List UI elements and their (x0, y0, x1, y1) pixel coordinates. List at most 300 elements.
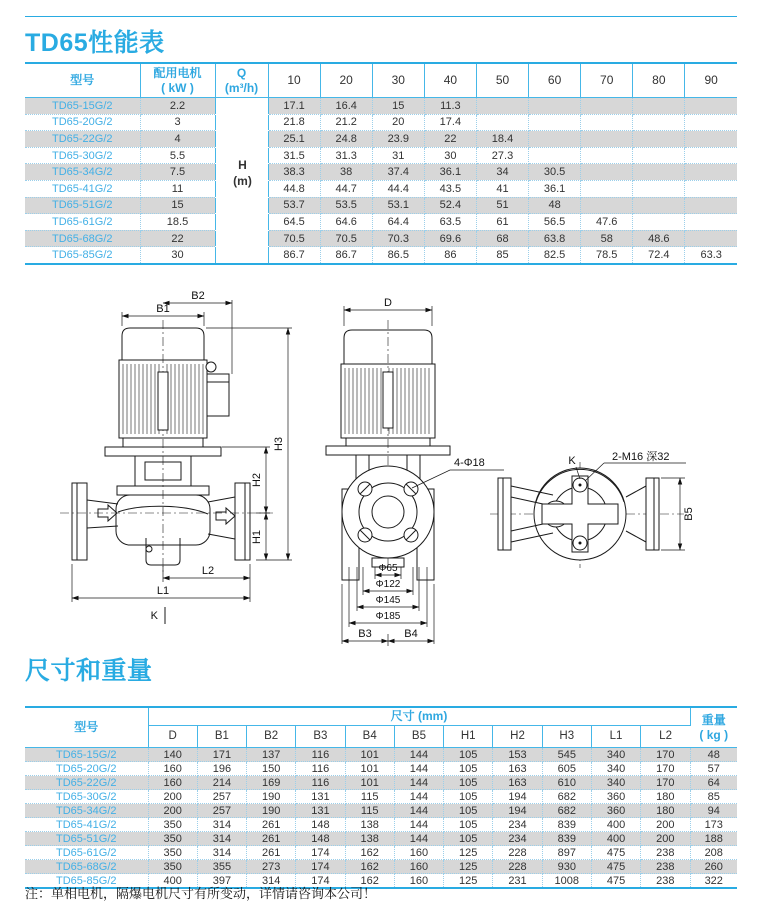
cell-B4: 115 (345, 804, 394, 818)
cell-model: TD65-85G/2 (25, 874, 148, 889)
cell-h-q80 (633, 197, 685, 214)
cell-L1: 400 (591, 818, 640, 832)
cell-H3: 605 (542, 762, 591, 776)
cell-h-q30: 31 (372, 147, 424, 164)
cell-B2: 190 (247, 804, 296, 818)
cell-H1: 105 (444, 762, 493, 776)
performance-row (25, 114, 737, 131)
cell-weight: 85 (690, 790, 737, 804)
cell-H2: 194 (493, 790, 542, 804)
cell-B3: 174 (296, 860, 345, 874)
dimensions-row (25, 832, 737, 846)
cell-H3: 1008 (542, 874, 591, 889)
cell-model: TD65-30G/2 (25, 790, 148, 804)
cell-B1: 314 (197, 832, 246, 846)
cell-B1: 314 (197, 846, 246, 860)
cell-h-q50 (476, 114, 528, 131)
cell-h-q50: 41 (476, 180, 528, 197)
top-view (490, 450, 695, 568)
cell-kw: 11 (140, 180, 215, 197)
cell-B3: 131 (296, 790, 345, 804)
cell-h-q40: 30 (424, 147, 476, 164)
cell-H2: 228 (493, 860, 542, 874)
cell-D: 160 (148, 776, 197, 790)
cell-h-q10: 53.7 (268, 197, 320, 214)
cell-B5: 144 (394, 804, 443, 818)
cell-h-q50: 51 (476, 197, 528, 214)
cell-B5: 144 (394, 748, 443, 762)
head-unit-label (215, 97, 270, 251)
cell-h-q50: 85 (476, 247, 528, 264)
cell-h-q50: 68 (476, 230, 528, 247)
cell-model: TD65-61G/2 (25, 846, 148, 860)
cell-h-q60 (529, 114, 581, 131)
cell-B4: 162 (345, 860, 394, 874)
col-header-weight-line2: ( kg ) (699, 727, 729, 742)
cell-h-q20: 53.5 (320, 197, 372, 214)
cell-B4: 162 (345, 874, 394, 889)
performance-row (25, 180, 737, 197)
cell-model: TD65-34G/2 (25, 804, 148, 818)
cell-B5: 144 (394, 762, 443, 776)
cell-L2: 238 (641, 874, 690, 889)
cell-h-q70 (581, 131, 633, 148)
cell-h-q20: 70.5 (320, 230, 372, 247)
cell-B1: 214 (197, 776, 246, 790)
cell-h-q20: 64.6 (320, 214, 372, 231)
cell-B4: 138 (345, 818, 394, 832)
cell-L2: 170 (641, 762, 690, 776)
cell-H2: 194 (493, 804, 542, 818)
cell-h-q20: 38 (320, 164, 372, 181)
cell-B2: 261 (247, 846, 296, 860)
cell-kw: 18.5 (140, 214, 215, 231)
cell-L1: 475 (591, 874, 640, 889)
cell-B3: 116 (296, 776, 345, 790)
cell-h-q80 (633, 131, 685, 148)
performance-row (25, 230, 737, 247)
cell-H2: 231 (493, 874, 542, 889)
side-view (326, 297, 504, 646)
dim-label-h3: H3 (273, 436, 285, 452)
cell-H2: 163 (493, 776, 542, 790)
cell-H2: 234 (493, 832, 542, 846)
cell-B1: 355 (197, 860, 246, 874)
col-header-L1: L1 (591, 726, 640, 748)
performance-row (25, 147, 737, 164)
cell-h-q20: 24.8 (320, 131, 372, 148)
cell-model: TD65-34G/2 (25, 164, 140, 181)
cell-model: TD65-41G/2 (25, 818, 148, 832)
cell-model: TD65-68G/2 (25, 230, 140, 247)
cell-B4: 101 (345, 748, 394, 762)
cell-B2: 169 (247, 776, 296, 790)
col-header-q30: 30 (372, 63, 424, 98)
cell-h-q40: 52.4 (424, 197, 476, 214)
cell-h-q10: 17.1 (268, 98, 320, 115)
cell-h-q70 (581, 98, 633, 115)
cell-D: 350 (148, 846, 197, 860)
cell-H3: 839 (542, 832, 591, 846)
cell-L1: 360 (591, 804, 640, 818)
cell-L1: 400 (591, 832, 640, 846)
cell-B2: 150 (247, 762, 296, 776)
cell-model: TD65-22G/2 (25, 131, 140, 148)
performance-row (25, 131, 737, 148)
cell-weight: 48 (690, 748, 737, 762)
dim-label-k-top: K (568, 455, 576, 467)
cell-h-q70: 78.5 (581, 247, 633, 264)
col-header-L2: L2 (641, 726, 690, 748)
cell-B3: 131 (296, 804, 345, 818)
cell-h-q70 (581, 180, 633, 197)
cell-L1: 475 (591, 860, 640, 874)
cell-D: 140 (148, 748, 197, 762)
cell-h-q10: 38.3 (268, 164, 320, 181)
cell-model: TD65-68G/2 (25, 860, 148, 874)
cell-h-q20: 31.3 (320, 147, 372, 164)
cell-B3: 148 (296, 818, 345, 832)
cell-h-q80: 72.4 (633, 247, 685, 264)
cell-h-q40: 86 (424, 247, 476, 264)
col-header-weight (690, 707, 737, 748)
cell-h-q60: 30.5 (529, 164, 581, 181)
cell-B3: 116 (296, 762, 345, 776)
cell-h-q70 (581, 197, 633, 214)
cell-h-q50: 18.4 (476, 131, 528, 148)
cell-weight: 260 (690, 860, 737, 874)
dimensions-row (25, 776, 737, 790)
cell-B5: 160 (394, 860, 443, 874)
cell-h-q30: 53.1 (372, 197, 424, 214)
cell-h-q60: 36.1 (529, 180, 581, 197)
cell-kw: 2.2 (140, 98, 215, 115)
cell-L1: 360 (591, 790, 640, 804)
cell-h-q20: 21.2 (320, 114, 372, 131)
cell-h-q60: 48 (529, 197, 581, 214)
cell-B1: 171 (197, 748, 246, 762)
dim-label-b1: B1 (156, 303, 170, 315)
cell-h-q90 (685, 147, 737, 164)
cell-h-q50: 27.3 (476, 147, 528, 164)
col-header-model: 型号 (25, 63, 140, 98)
performance-row (25, 197, 737, 214)
cell-h-q90 (685, 131, 737, 148)
cell-H3: 839 (542, 818, 591, 832)
cell-B1: 397 (197, 874, 246, 889)
cell-h-q90 (685, 98, 737, 115)
cell-B1: 196 (197, 762, 246, 776)
cell-H1: 105 (444, 804, 493, 818)
cell-B2: 273 (247, 860, 296, 874)
cell-L2: 238 (641, 860, 690, 874)
cell-h-q80 (633, 214, 685, 231)
cell-B1: 257 (197, 804, 246, 818)
cell-B2: 190 (247, 790, 296, 804)
col-header-q70: 70 (581, 63, 633, 98)
cell-weight: 57 (690, 762, 737, 776)
cell-D: 400 (148, 874, 197, 889)
cell-weight: 64 (690, 776, 737, 790)
col-header-flow-line1: Q (236, 65, 247, 80)
top-rule (25, 16, 737, 17)
cell-L2: 238 (641, 846, 690, 860)
col-header-H2: H2 (493, 726, 542, 748)
dim-label-b5: B5 (683, 507, 695, 521)
cell-B2: 261 (247, 818, 296, 832)
cell-h-q30: 44.4 (372, 180, 424, 197)
cell-H1: 125 (444, 860, 493, 874)
cell-h-q70 (581, 114, 633, 131)
performance-row (25, 247, 737, 264)
cell-L2: 180 (641, 804, 690, 818)
cell-h-q70: 47.6 (581, 214, 633, 231)
cell-L2: 170 (641, 776, 690, 790)
cell-h-q40: 69.6 (424, 230, 476, 247)
cell-h-q30: 70.3 (372, 230, 424, 247)
cell-B3: 174 (296, 874, 345, 889)
cell-D: 160 (148, 762, 197, 776)
col-header-q40: 40 (424, 63, 476, 98)
cell-D: 350 (148, 860, 197, 874)
cell-h-q70 (581, 164, 633, 181)
col-header-weight-line1: 重量 (701, 712, 726, 727)
col-header-q90: 90 (685, 63, 737, 98)
cell-B3: 148 (296, 832, 345, 846)
cell-h-q10: 86.7 (268, 247, 320, 264)
cell-h-q70: 58 (581, 230, 633, 247)
cell-H1: 125 (444, 874, 493, 889)
dim-label-h1: H1 (251, 529, 263, 545)
col-header-B5: B5 (394, 726, 443, 748)
cell-h-q50: 61 (476, 214, 528, 231)
cell-H1: 105 (444, 832, 493, 846)
cell-B2: 314 (247, 874, 296, 889)
cell-h-q70 (581, 147, 633, 164)
col-header-D: D (148, 726, 197, 748)
cell-model: TD65-15G/2 (25, 98, 140, 115)
cell-h-q10: 25.1 (268, 131, 320, 148)
col-header-H1: H1 (444, 726, 493, 748)
dim-label-l1: L1 (156, 585, 170, 597)
col-header-B2: B2 (247, 726, 296, 748)
cell-H1: 125 (444, 846, 493, 860)
callout-bolt-holes: 4-Φ18 (454, 457, 485, 469)
cell-h-q80 (633, 147, 685, 164)
dim-label-h2: H2 (251, 472, 263, 488)
cell-kw: 7.5 (140, 164, 215, 181)
cell-H2: 163 (493, 762, 542, 776)
cell-weight: 322 (690, 874, 737, 889)
cell-H3: 930 (542, 860, 591, 874)
performance-header-row (25, 63, 737, 98)
cell-B5: 144 (394, 790, 443, 804)
callout-tapped-holes: 2-M16 深32 (612, 451, 670, 463)
cell-h-q10: 44.8 (268, 180, 320, 197)
cell-h-q50: 34 (476, 164, 528, 181)
performance-section-title: TD65性能表 (25, 29, 165, 57)
cell-B2: 137 (247, 748, 296, 762)
dimensions-row (25, 860, 737, 874)
cell-h-q60: 63.8 (529, 230, 581, 247)
cell-h-q90 (685, 214, 737, 231)
cell-h-q90 (685, 180, 737, 197)
performance-row (25, 164, 737, 181)
cell-h-q90 (685, 164, 737, 181)
cell-L2: 200 (641, 832, 690, 846)
cell-B4: 138 (345, 832, 394, 846)
cell-model: TD65-20G/2 (25, 762, 148, 776)
cell-h-q30: 37.4 (372, 164, 424, 181)
cell-H3: 682 (542, 790, 591, 804)
cell-L1: 340 (591, 776, 640, 790)
dimensions-row (25, 804, 737, 818)
cell-model: TD65-22G/2 (25, 776, 148, 790)
cell-H1: 105 (444, 818, 493, 832)
cell-H3: 682 (542, 804, 591, 818)
col-header-motor (140, 63, 215, 98)
cell-h-q90: 63.3 (685, 247, 737, 264)
head-unit-line2: (m) (233, 174, 252, 188)
cell-weight: 208 (690, 846, 737, 860)
cell-B5: 144 (394, 832, 443, 846)
col-header-dims-group: 尺寸 (mm) (148, 707, 690, 726)
cell-L1: 340 (591, 748, 640, 762)
cell-B4: 101 (345, 762, 394, 776)
cell-h-q80 (633, 180, 685, 197)
cell-h-q80: 48.6 (633, 230, 685, 247)
cell-D: 350 (148, 818, 197, 832)
cell-H1: 105 (444, 790, 493, 804)
cell-kw: 22 (140, 230, 215, 247)
col-header-B4: B4 (345, 726, 394, 748)
dim-label-phi145: Φ145 (375, 595, 401, 606)
col-header-q10: 10 (268, 63, 320, 98)
dim-label-b3: B3 (358, 628, 372, 640)
cell-B1: 314 (197, 818, 246, 832)
performance-table (25, 62, 737, 265)
cell-weight: 94 (690, 804, 737, 818)
cell-model: TD65-41G/2 (25, 180, 140, 197)
cell-h-q30: 15 (372, 98, 424, 115)
cell-h-q20: 44.7 (320, 180, 372, 197)
cell-h-q90 (685, 114, 737, 131)
dim-label-k-front: K (150, 610, 158, 622)
cell-h-q60: 56.5 (529, 214, 581, 231)
cell-H3: 897 (542, 846, 591, 860)
cell-h-q80 (633, 98, 685, 115)
cell-B4: 101 (345, 776, 394, 790)
cell-h-q10: 64.5 (268, 214, 320, 231)
cell-model: TD65-61G/2 (25, 214, 140, 231)
cell-h-q80 (633, 164, 685, 181)
dim-label-phi65: Φ65 (378, 563, 398, 574)
cell-L1: 340 (591, 762, 640, 776)
cell-h-q10: 31.5 (268, 147, 320, 164)
cell-H1: 105 (444, 748, 493, 762)
cell-h-q40: 11.3 (424, 98, 476, 115)
dim-label-b2: B2 (191, 290, 205, 302)
cell-B3: 174 (296, 846, 345, 860)
cell-kw: 4 (140, 131, 215, 148)
cell-D: 200 (148, 804, 197, 818)
col-header-q20: 20 (320, 63, 372, 98)
cell-model: TD65-30G/2 (25, 147, 140, 164)
cell-h-q20: 16.4 (320, 98, 372, 115)
col-header-q50: 50 (476, 63, 528, 98)
cell-h-q20: 86.7 (320, 247, 372, 264)
cell-B5: 160 (394, 874, 443, 889)
cell-H1: 105 (444, 776, 493, 790)
col-header-B3: B3 (296, 726, 345, 748)
dimensions-header-row1 (25, 707, 737, 726)
head-unit-line1: H (238, 158, 247, 173)
col-header-q60: 60 (529, 63, 581, 98)
cell-L1: 475 (591, 846, 640, 860)
dim-label-phi185: Φ185 (375, 611, 401, 622)
pump-technical-drawings (20, 272, 742, 650)
cell-D: 350 (148, 832, 197, 846)
cell-h-q90 (685, 197, 737, 214)
col-header-flow (215, 63, 268, 98)
cell-kw: 30 (140, 247, 215, 264)
dimensions-row (25, 818, 737, 832)
footnote: 注：单相电机，隔爆电机尺寸有所变动，详情请咨询本公司！ (25, 886, 377, 901)
dimensions-row (25, 790, 737, 804)
col-header-q80: 80 (633, 63, 685, 98)
cell-H3: 610 (542, 776, 591, 790)
cell-B5: 160 (394, 846, 443, 860)
cell-L2: 200 (641, 818, 690, 832)
cell-h-q40: 63.5 (424, 214, 476, 231)
cell-B4: 115 (345, 790, 394, 804)
performance-row (25, 214, 737, 231)
cell-B1: 257 (197, 790, 246, 804)
cell-h-q90 (685, 230, 737, 247)
cell-kw: 3 (140, 114, 215, 131)
cell-B5: 144 (394, 776, 443, 790)
cell-model: TD65-51G/2 (25, 197, 140, 214)
col-header-B1: B1 (197, 726, 246, 748)
cell-H2: 153 (493, 748, 542, 762)
cell-model: TD65-20G/2 (25, 114, 140, 131)
front-view (60, 290, 292, 624)
col-header-motor-line2: ( kW ) (161, 80, 194, 95)
dim-label-b4: B4 (404, 628, 418, 640)
cell-h-q60 (529, 131, 581, 148)
cell-h-q50 (476, 98, 528, 115)
cell-kw: 5.5 (140, 147, 215, 164)
dimensions-row (25, 762, 737, 776)
cell-h-q10: 21.8 (268, 114, 320, 131)
cell-h-q40: 22 (424, 131, 476, 148)
cell-h-q30: 20 (372, 114, 424, 131)
performance-row (25, 98, 737, 115)
cell-B5: 144 (394, 818, 443, 832)
dimensions-section-title: 尺寸和重量 (25, 657, 153, 685)
cell-model: TD65-15G/2 (25, 748, 148, 762)
cell-h-q40: 36.1 (424, 164, 476, 181)
dimensions-row (25, 846, 737, 860)
cell-h-q30: 23.9 (372, 131, 424, 148)
cell-h-q60 (529, 98, 581, 115)
col-header-flow-line2: (m³/h) (224, 80, 259, 95)
cell-h-q60 (529, 147, 581, 164)
dimensions-row (25, 748, 737, 762)
cell-H3: 545 (542, 748, 591, 762)
cell-D: 200 (148, 790, 197, 804)
col-header-motor-line1: 配用电机 (153, 65, 202, 80)
